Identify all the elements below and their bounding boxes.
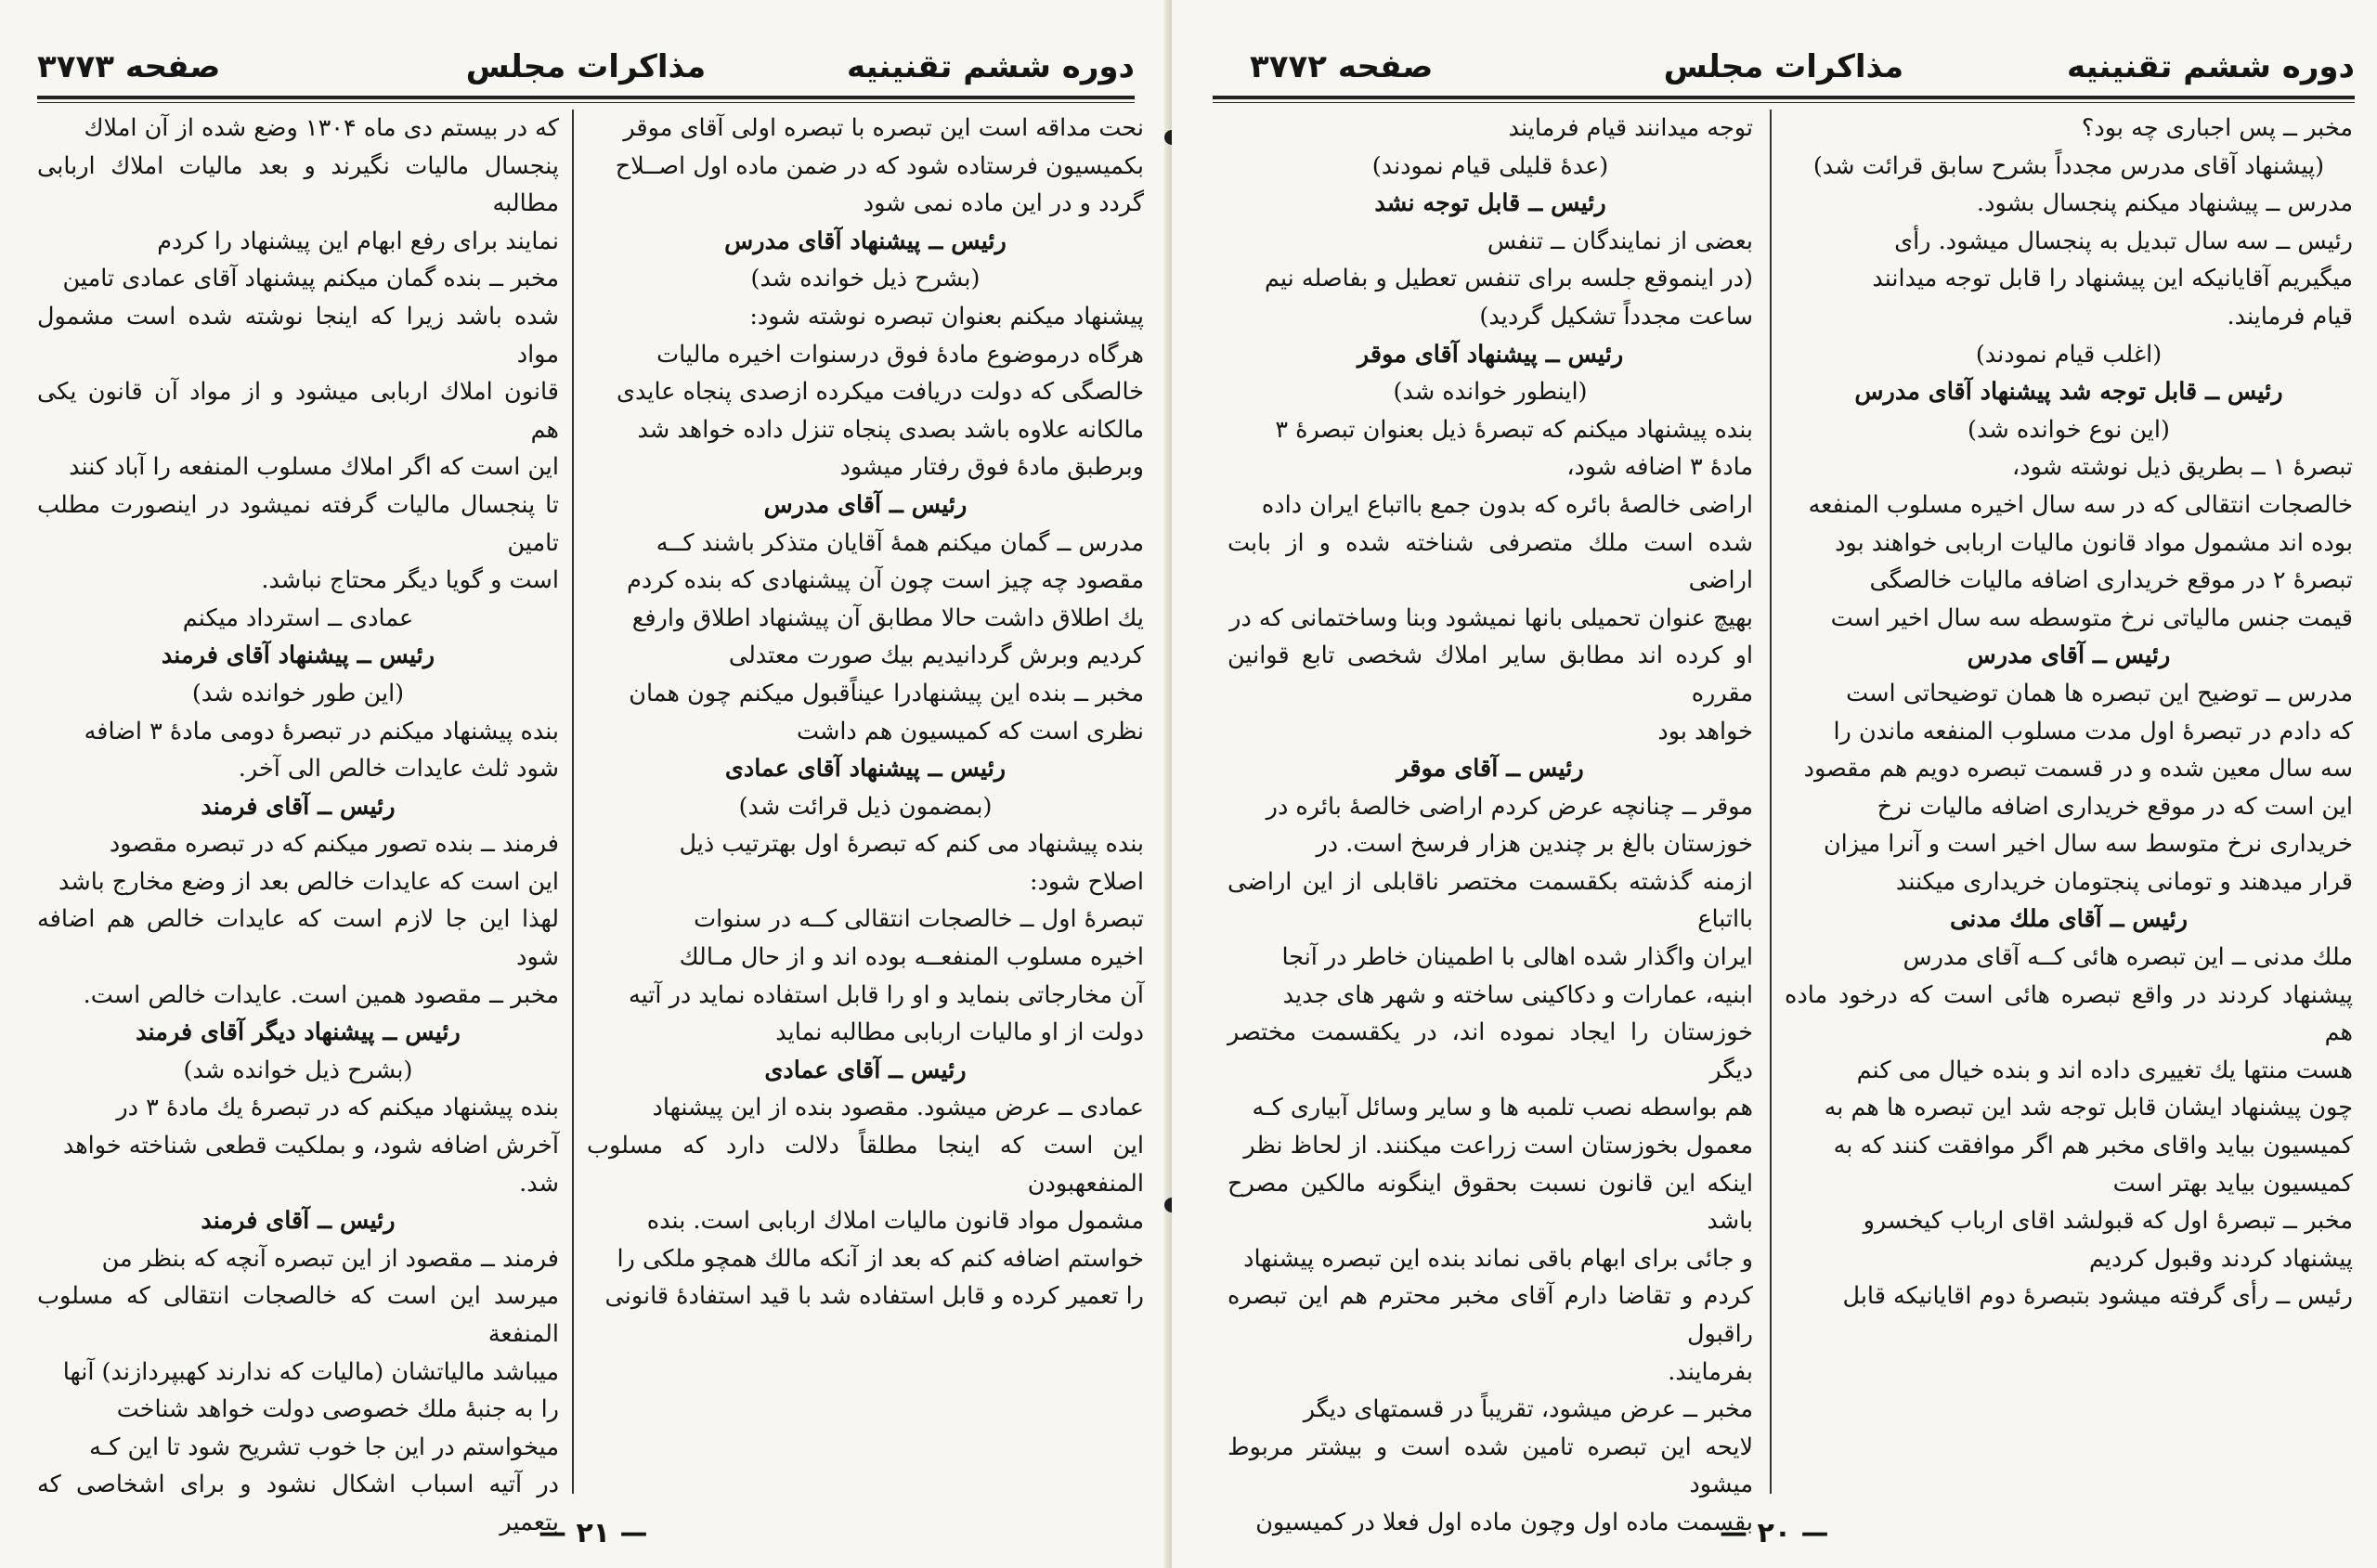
text-line: را به جنبهٔ ملك خصوصی دولت خواهد شناخت — [116, 1395, 559, 1424]
speaker-line: رئیس ــ قابل توجه شد پیشنهاد آقای مدرس — [1854, 378, 2283, 407]
left-page-label: صفحه ۳۷۷۳ — [37, 48, 221, 85]
text-line: بنده پیشنهاد می کنم که تبصرهٔ اول بهترتیب ذیل — [679, 830, 1144, 859]
text-line: کمیسیون بیاید بهتر است — [2112, 1169, 2353, 1198]
left-header-rule-thin — [37, 102, 1135, 103]
text-line: بکمیسیون فرستاده شود که در ضمن ماده اول اصــلاح — [615, 151, 1144, 180]
text-line: مخبر ــ بنده گمان میکنم پیشنهاد آقای عمادی تامین — [62, 265, 559, 293]
text-line: ملك مدنی ــ این تبصره هائی کــه آقای مدرس — [1903, 943, 2353, 972]
text-line: کردم و تقاضا دارم آقای مخبر محترم هم این تبصره راقبول — [1227, 1282, 1753, 1348]
text-line: بعضی از نمایندگان ــ تنفس — [1487, 227, 1753, 255]
text-line: قیمت جنس مالیاتی نرخ متوسطه سه سال اخیر است — [1830, 603, 2353, 632]
text-line: مشمول مواد قانون مالیات املاك اربابی است. بنده — [646, 1207, 1144, 1236]
text-line: خالصجات انتقالی که در سه سال اخیره مسلوب المنفعه — [1808, 490, 2353, 519]
text-line: دولت از او مالیات اربابی مطالبه نماید — [775, 1018, 1144, 1047]
text-line: بقسمت ماده اول وچون ماده اول فعلا در کمیسیون — [1255, 1508, 1753, 1536]
text-line: خواهد بود — [1657, 717, 1753, 745]
left-page-left-column — [37, 110, 559, 1536]
text-line: پیشنهاد میکنم بعنوان تبصره نوشته شود: — [749, 302, 1144, 330]
text-line: چون پیشنهاد ایشان قابل توجه شد این تبصره ها هم به — [1824, 1094, 2353, 1122]
right-page-left-column — [1227, 110, 1753, 1536]
text-line: عمادی ــ استرداد میکنم — [182, 603, 414, 632]
left-page-number: — ۲۱ — — [539, 1517, 648, 1549]
text-line: خالصگی که دولت دریافت میکرده ازصدی پنجاه عایدی — [617, 378, 1144, 407]
text-line: قیام فرمایند. — [2227, 302, 2353, 330]
text-line: مقصود چه چیز است چون آن پیشنهادی که بنده کردم — [627, 566, 1144, 595]
text-line: تبصرهٔ ۱ ــ بطریق ذیل نوشته شود، — [2012, 453, 2353, 482]
text-line: آن مخارجاتی بنماید و او را قابل استفاده نماید در آتیه — [628, 980, 1144, 1009]
speaker-line: رئیس ــ آقای فرمند — [201, 1207, 396, 1236]
speaker-line: رئیس ــ قابل توجه نشد — [1374, 189, 1606, 218]
text-line: و جائی برای ابهام باقی نماند بنده این تبصره پیشنهاد — [1243, 1244, 1753, 1273]
text-line: میباشد مالیاتشان (مالیات که ندارند کهبپردازند) آنها — [62, 1357, 559, 1386]
text-line: لهذا این جا لازم است که عایدات خالص هم اضافه شود — [37, 905, 559, 972]
text-line: او کرده اند مطابق سایر املاك شخصی تابع قوانین مقرره — [1227, 641, 1753, 707]
text-line: خوزستان بالغ بر چندین هزار فرسخ است. در — [1316, 830, 1753, 859]
text-line: تا پنجسال مالیات گرفته نمیشود در اینصورت مطلب تامین — [37, 490, 559, 557]
text-line: (عدهٔ قلیلی قیام نمودند) — [1371, 151, 1609, 180]
text-line: معمول بخوزستان است زراعت میکنند. از لحاظ نظر — [1243, 1132, 1753, 1160]
right-page-right-column — [1785, 110, 2353, 1494]
speaker-line: رئیس ــ آقای عمادی — [764, 1056, 967, 1084]
text-line: نمایند برای رفع ابهام این پیشنهاد را کردم — [157, 227, 559, 255]
right-page — [1172, 0, 2377, 1568]
text-line: سه سال معین شده و در قسمت تبصره دویم هم مقصود — [1803, 755, 2353, 784]
text-line: قرار میدهند و تومانی پنجتومان خریداری میکنند — [1895, 867, 2353, 896]
speaker-line: رئیس ــ آقای مدرس — [1967, 641, 2171, 670]
text-line: مدرس ــ گمان میکنم همهٔ آقایان متذکر باشند کــه — [656, 528, 1144, 557]
text-line: ازمنه گذشته بکقسمت مختصر ناقابلی از این اراضی بااتباع — [1227, 867, 1753, 934]
right-header-rule — [1213, 96, 2355, 99]
text-line: رئیس ــ سه سال تبدیل به پنجسال میشود. رأی — [1894, 227, 2353, 255]
text-line: مخبر ــ پس اجباری چه بود؟ — [2081, 114, 2353, 142]
text-line: بهیچ عنوان تحمیلی بانها نمیشود وبنا وساختمانی که در — [1229, 603, 1753, 632]
left-page — [0, 0, 1172, 1568]
speaker-line: رئیس ــ پیشنهاد آقای مدرس — [724, 227, 1007, 255]
left-page-header — [37, 37, 1135, 93]
text-line: (این طور خوانده شد) — [191, 679, 405, 707]
text-line: این است که اگر املاك مسلوب المنفعه را آباد کنند — [69, 453, 559, 482]
text-line: مخبر ــ بنده این پیشنهادرا عیناًقبول میکنم چون همان — [629, 679, 1144, 707]
speaker-line: رئیس ــ پیشنهاد آقای موقر — [1357, 340, 1624, 369]
text-line: اینکه این قانون نسبت بحقوق اینگونه مالکین مصرح باشد — [1227, 1169, 1753, 1236]
text-line: ابنیه، عمارات و دکاکینی ساخته و شهر های جدید — [1282, 980, 1753, 1009]
text-line: موقر ــ چنانچه عرض کردم اراضی خالصهٔ بائره در — [1266, 792, 1753, 821]
speaker-line: رئیس ــ آقای ملك مدنی — [1949, 905, 2189, 934]
speaker-line: رئیس ــ پیشنهاد دیگر آقای فرمند — [136, 1018, 461, 1047]
text-line: قانون املاك اربابی میشود و از مواد آن قانون یکی هم — [37, 378, 559, 444]
text-line: ایران واگذار شده اهالی با اطمینان خاطر در آنجا — [1281, 943, 1753, 972]
text-line: (بشرح ذیل خوانده شد) — [183, 1056, 413, 1084]
text-line: مخبر ــ تبصرهٔ اول که قبولشد اقای ارباب کیخسرو — [1863, 1207, 2353, 1236]
text-line: مخبر ــ مقصود همین است. عایدات خالص است. — [83, 980, 559, 1009]
right-column-divider — [1770, 110, 1772, 1494]
speaker-line: رئیس ــ آقای مدرس — [763, 490, 968, 519]
right-page-number: — ۲۰ — — [1720, 1517, 1829, 1549]
text-line: میرسد این است که خالصجات انتقالی که مسلوب المنفعة — [37, 1282, 559, 1348]
text-line: (در اینموقع جلسه برای تنفس تعطیل و بفاصله نیم — [1265, 265, 1753, 293]
text-line: (بمضمون ذیل قرائت شد) — [738, 792, 993, 821]
left-page-right-column — [587, 110, 1144, 1494]
text-line: شود ثلث عایدات خالص الی آخر. — [238, 755, 559, 784]
text-line: که در بیستم دی ماه ۱۳۰۴ وضع شده از آن املاك — [84, 114, 559, 142]
text-line: مالکانه علاوه باشد بصدی پنجاه تنزل داده خواهد شد — [637, 415, 1144, 444]
text-line: پنجسال مالیات نگیرند و بعد مالیات املاك اربابی مطالبه — [37, 151, 559, 218]
text-line: گردد و در این ماده نمی شود — [863, 189, 1144, 218]
text-line: (اینطور خوانده شد) — [1393, 378, 1588, 407]
text-line: آخرش اضافه شود، و بملکیت قطعی شناخته خواهد — [62, 1132, 559, 1160]
text-line: اصلاح شود: — [1029, 867, 1144, 896]
text-line: لایحه این تبصره تامین شده است و بیشتر مربوط میشود — [1227, 1432, 1753, 1499]
text-line: (این نوع خوانده شد) — [1968, 415, 2170, 444]
text-line: (پیشنهاد آقای مدرس مجدداً بشرح سابق قرائت شد) — [1812, 151, 2325, 180]
text-line: (بشرح ذیل خوانده شد) — [750, 265, 981, 293]
speaker-line: رئیس ــ پیشنهاد آقای عمادی — [724, 755, 1007, 784]
text-line: که دادم در تبصرهٔ اول مدت مسلوب المنفعه ماندن را — [1833, 717, 2353, 745]
text-line: بفرمایند. — [1668, 1357, 1753, 1386]
left-journal-title: مذاکرات مجلس — [465, 48, 707, 85]
text-line: کردیم وبرش گردانیدیم بیك صورت معتدلی — [728, 641, 1144, 670]
text-line: تبصرهٔ اول ــ خالصجات انتقالی کــه در سنوات — [694, 905, 1144, 934]
text-line: شد. — [519, 1169, 559, 1198]
text-line: نحت مداقه است این تبصره با تبصره اولی آقای موقر — [623, 114, 1144, 142]
text-line: رئیس ــ رأی گرفته میشود بتبصرهٔ دوم اقایانیکه قابل — [1842, 1282, 2353, 1311]
right-page-label: صفحه ۳۷۷۲ — [1250, 48, 1434, 85]
text-line: بنده پیشنهاد میکنم که در تبصرهٔ یك مادهٔ ۳ در — [116, 1094, 559, 1122]
text-line: مدرس ــ پیشنهاد میکنم پنجسال بشود. — [1977, 189, 2353, 218]
text-line: در آتیه اسباب اشکال نشود و برای اشخاصی که بتعمیر — [37, 1471, 559, 1536]
text-line: کمیسیون بیاید واقای مخبر هم اگر موافقت کنند که به — [1833, 1132, 2353, 1160]
text-line: خواستم اضافه کنم که بعد از آنکه مالك همچو ملکی را — [617, 1244, 1144, 1273]
text-line: ساعت مجدداً تشکیل گردید) — [1479, 302, 1753, 330]
text-line: این است که در موقع خریداری اضافه مالیات نرخ — [1877, 792, 2353, 821]
text-line: مدرس ــ توضیح این تبصره ها همان توضیحاتی است — [1846, 679, 2353, 707]
speaker-line: رئیس ــ پیشنهاد آقای فرمند — [161, 641, 435, 670]
right-page-header — [1213, 37, 2355, 93]
text-line: را تعمیر کرده و قابل استفاده شد با قید استفادهٔ قانونی — [604, 1282, 1144, 1311]
text-line: این است که عایدات خالص بعد از وضع مخارج باشد — [58, 867, 559, 896]
text-line: پیشنهاد کردند در واقع تبصره هائی است که درخود ماده هم — [1785, 980, 2353, 1047]
text-line: یك اطلاق داشت حالا مطابق آن پیشنهاد اطلاق وارفع — [631, 603, 1144, 632]
text-line: اراضی خالصهٔ بائره که بدون جمع بااتباع ایران داده — [1261, 490, 1753, 519]
text-line: خوزستان را ایجاد نموده اند، در یکقسمت مختصر دیگر — [1227, 1018, 1753, 1084]
text-line: پیشنهاد کردند وقبول کردیم — [2088, 1244, 2353, 1273]
text-line: هرگاه درموضوع مادهٔ فوق درسنوات اخیره مالیات — [656, 340, 1144, 369]
left-header-rule — [37, 96, 1135, 99]
text-line: مادهٔ ۳ اضافه شود، — [1566, 453, 1753, 482]
text-line: نظری است که کمیسیون هم داشت — [796, 717, 1144, 745]
text-line: هم بواسطه نصب تلمبه ها و سایر وسائل آبیاری کـه — [1252, 1094, 1753, 1122]
right-journal-title: مذاکرات مجلس — [1663, 48, 1904, 85]
text-line: است و گویا دیگر محتاج نباشد. — [261, 566, 559, 595]
text-line: شده است ملك متصرفی شناخته شده و از بابت اراضی — [1227, 528, 1753, 595]
text-line: بوده اند مشمول مواد قانون مالیات اربابی خواهند بود — [1835, 528, 2353, 557]
speaker-line: رئیس ــ آقای فرمند — [201, 792, 396, 821]
text-line: خریداری نرخ متوسط سه سال اخیر است و آنرا میزان — [1823, 830, 2353, 859]
text-line: میخواستم در این جا خوب تشریح شود تا این کـه — [89, 1432, 559, 1461]
text-line: مخبر ــ عرض میشود، تقریباً در قسمتهای دیگر — [1303, 1395, 1753, 1424]
text-line: شده باشد زیرا که اینجا نوشته شده است مشمول مواد — [37, 302, 559, 369]
text-line: توجه میدانند قیام فرمایند — [1508, 114, 1753, 142]
text-line: عمادی ــ عرض میشود. مقصود بنده از این پیشنهاد — [652, 1094, 1144, 1122]
text-line: بنده پیشنهاد میکنم در تبصرهٔ دومی مادهٔ ۳ اضافه — [84, 717, 559, 745]
text-line: فرمند ــ مقصود از این تبصره آنچه که بنظر من — [101, 1244, 559, 1273]
text-line: تبصرهٔ ۲ در موقع خریداری اضافه مالیات خالصگی — [1869, 566, 2353, 595]
text-line: هست منتها یك تغییری داده اند و بنده خیال می کنم — [1856, 1056, 2353, 1084]
text-line: فرمند ــ بنده تصور میکنم که در تبصره مقصود — [109, 830, 559, 859]
left-column-divider — [572, 110, 574, 1494]
left-session-label: دوره ششم تقنینیه — [847, 48, 1135, 85]
text-line: (اغلب قیام نمودند) — [1975, 340, 2163, 369]
text-line: میگیریم آقایانیکه این پیشنهاد را قابل توجه میدانند — [1872, 265, 2353, 293]
text-line: بنده پیشنهاد میکنم که تبصرهٔ ذیل بعنوان تبصرهٔ ۳ — [1275, 415, 1753, 444]
right-header-rule-thin — [1213, 102, 2355, 103]
speaker-line: رئیس ــ آقای موقر — [1396, 755, 1584, 784]
text-line: اخیره مسلوب المنفعــه بوده اند و از حال مـالك — [679, 943, 1144, 972]
right-session-label: دوره ششم تقنینیه — [2067, 48, 2355, 85]
text-line: وبرطبق مادهٔ فوق رفتار میشود — [839, 453, 1144, 482]
text-line: این است که اینجا مطلقاً دلالت دارد که مسلوب المنفعهبودن — [587, 1132, 1144, 1198]
